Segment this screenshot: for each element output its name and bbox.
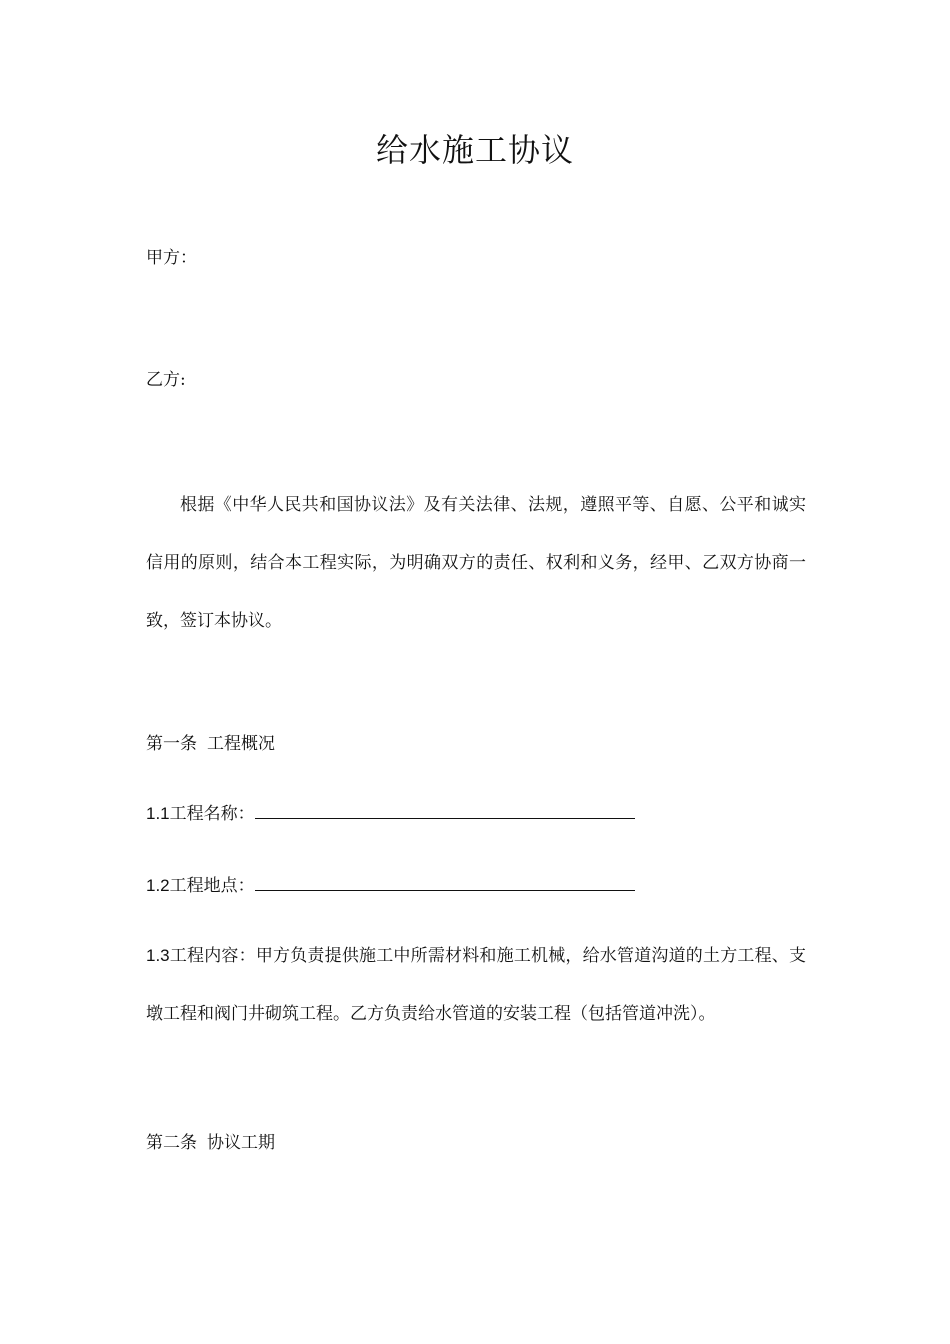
article-2-number: 第二条 <box>146 1133 197 1153</box>
item-1-2-label: 工程地点： <box>169 876 255 896</box>
item-1-1-number: 1.1 <box>146 804 170 823</box>
item-1-2-number: 1.2 <box>146 876 170 895</box>
item-1-1 <box>146 800 635 827</box>
article-1-heading <box>146 731 275 757</box>
item-1-3 <box>146 927 806 1043</box>
item-1-3-number: 1.3 <box>146 946 170 965</box>
preamble-paragraph: 根据《中华人民共和国协议法》及有关法律、法规，遵照平等、自愿、公平和诚实信用的原则，结合本工程实际，为明确双方的责任、权利和义务，经甲、乙双方协商一致，签订本协议。 <box>146 495 806 631</box>
project-name-blank-line <box>255 800 635 819</box>
project-location-blank-line <box>255 872 635 891</box>
article-2-heading <box>146 1130 275 1156</box>
party-a-label: 甲方： <box>146 248 197 268</box>
document-title: 给水施工协议 <box>375 131 574 169</box>
item-1-3-text: 工程内容：甲方负责提供施工中所需材料和施工机械，给水管道沟道的土方工程、支墩工程和阀门井砌筑工程。乙方负责给水管道的安装工程（包括管道冲洗）。 <box>146 946 806 1024</box>
article-2-title: 协议工期 <box>207 1133 275 1153</box>
item-1-2 <box>146 872 635 899</box>
article-1-title: 工程概况 <box>207 734 275 754</box>
item-1-1-label: 工程名称： <box>169 804 255 824</box>
party-b-label: 乙方: <box>146 370 186 390</box>
article-1-number: 第一条 <box>146 734 197 754</box>
